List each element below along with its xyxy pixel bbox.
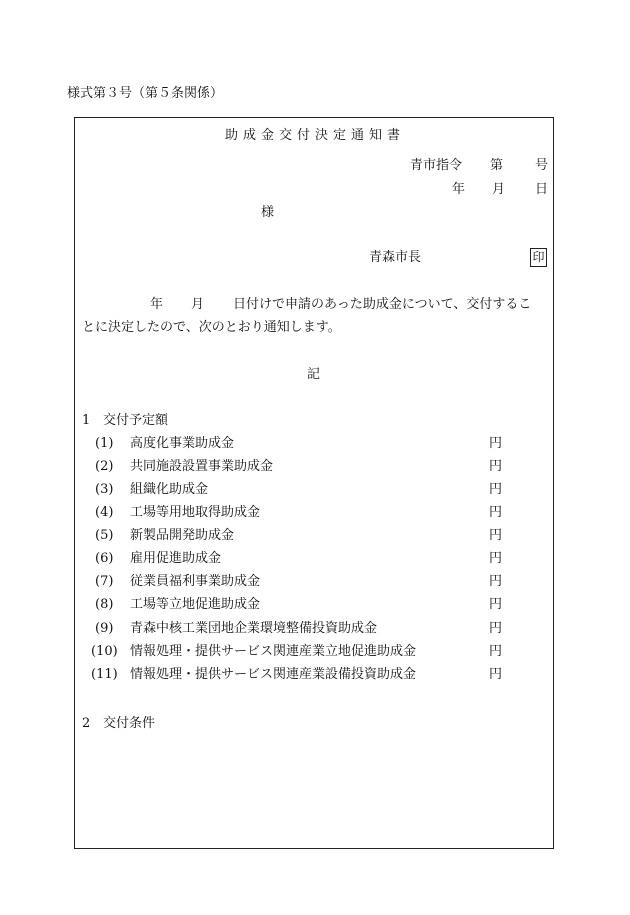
item-number: (7) <box>95 574 114 589</box>
item-number: (3) <box>95 482 114 497</box>
item-number: (4) <box>95 505 114 520</box>
item-number: (2) <box>95 459 114 474</box>
item-name: 情報処理・提供サービス関連産業立地促進助成金 <box>130 644 417 659</box>
addressee-suffix: 様 <box>261 205 275 220</box>
directive-prefix: 青市指令 <box>410 158 463 173</box>
item-unit: 円 <box>489 597 503 612</box>
document-title: 助成金交付決定通知書 <box>224 128 405 143</box>
item-name: 雇用促進助成金 <box>130 551 222 566</box>
date-day: 日 <box>535 182 549 197</box>
item-unit: 円 <box>489 482 503 497</box>
date-year: 年 <box>452 182 466 197</box>
item-unit: 円 <box>489 574 503 589</box>
section2-number: 2 <box>82 716 91 731</box>
issuer-name: 青森市長 <box>369 250 422 265</box>
body-year: 年 <box>150 297 164 312</box>
item-name: 共同施設設置事業助成金 <box>130 459 274 474</box>
item-unit: 円 <box>489 551 503 566</box>
item-unit: 円 <box>489 621 503 636</box>
section2-label: 交付条件 <box>103 716 156 731</box>
section1-number: 1 <box>82 413 91 428</box>
section1-label: 交付予定額 <box>103 413 169 428</box>
item-name: 新製品開発助成金 <box>130 528 235 543</box>
item-number: (11) <box>91 667 118 682</box>
item-unit: 円 <box>489 644 503 659</box>
item-name: 従業員福利事業助成金 <box>130 574 261 589</box>
ki-heading: 記 <box>307 367 321 382</box>
directive-dai: 第 <box>490 158 504 173</box>
item-name: 青森中核工業団地企業環境整備投資助成金 <box>130 621 378 636</box>
item-number: (1) <box>95 436 114 451</box>
date-month: 月 <box>492 182 506 197</box>
directive-go: 号 <box>535 158 549 173</box>
item-unit: 円 <box>489 528 503 543</box>
item-unit: 円 <box>489 459 503 474</box>
item-number: (10) <box>91 644 118 659</box>
item-name: 工場等立地促進助成金 <box>130 597 261 612</box>
item-number: (6) <box>95 551 114 566</box>
item-unit: 円 <box>489 436 503 451</box>
item-number: (9) <box>95 621 114 636</box>
item-number: (5) <box>95 528 114 543</box>
item-name: 工場等用地取得助成金 <box>130 505 261 520</box>
item-name: 情報処理・提供サービス関連産業設備投資助成金 <box>130 667 417 682</box>
item-unit: 円 <box>489 667 503 682</box>
item-number: (8) <box>95 597 114 612</box>
body-text-line1: 日付けで申請のあった助成金について、交付するこ <box>233 297 532 312</box>
form-number: 様式第３号（第５条関係） <box>67 86 224 101</box>
seal-mark: 印 <box>530 248 547 267</box>
body-month: 月 <box>191 297 205 312</box>
item-name: 高度化事業助成金 <box>130 436 235 451</box>
item-name: 組織化助成金 <box>130 482 209 497</box>
body-text-line2: とに決定したので、次のとおり通知します。 <box>82 320 341 335</box>
item-unit: 円 <box>489 505 503 520</box>
